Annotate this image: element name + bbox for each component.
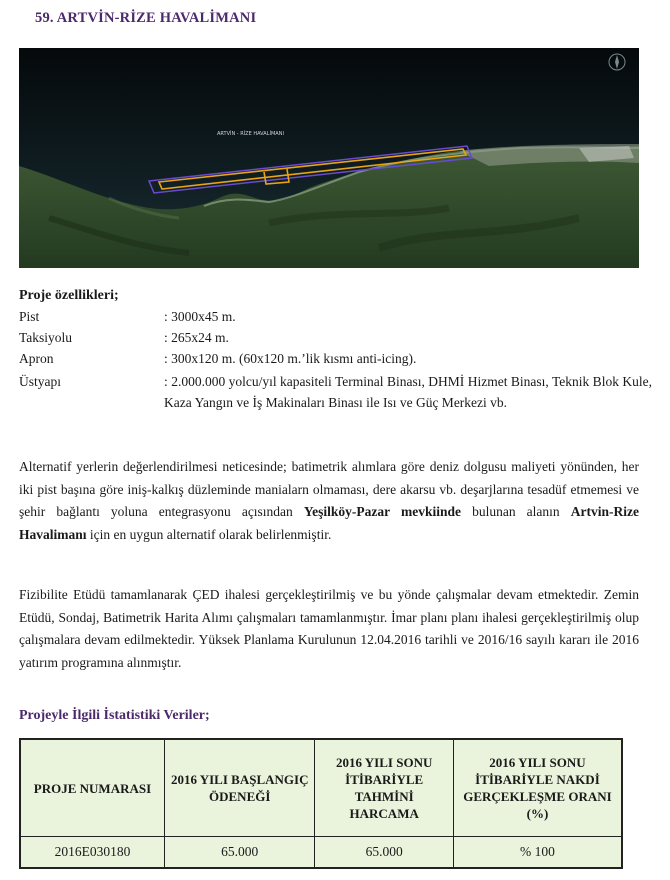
property-label: Üstyapı xyxy=(19,374,61,389)
paragraph-bold-location: Yeşilköy-Pazar mevkiinde xyxy=(303,504,461,519)
paragraph-feasibility: Fizibilite Etüdü tamamlanarak ÇED ihalesi gerçekleştirilmiş ve bu yönde çalışmalar devam etmektedir. Zemin Etüdü, Sondaj, Batimetrik Harita Alımı çalışmaları tamamlanmıştır. İmar planı planı ihalesi gerçekleştirilmiş olup çalışmalara devam edilmektedir. Yüksek Planlama Kurulunun 12.04.2016 tarihli ve 2016/16 sayılı kararı ile 2016 yatırım programına alınmıştır. xyxy=(19,587,639,670)
aerial-photo xyxy=(19,48,639,268)
property-label: Pist xyxy=(19,309,40,324)
property-value: : 3000x45 m. xyxy=(164,309,236,324)
properties-title: Proje özellikleri; xyxy=(19,288,119,303)
header-project-number: PROJE NUMARASI xyxy=(20,739,164,837)
paragraph-text: Alternatif yerlerin değerlendirilmesi neticesinde; batimetrik alımlara göre deniz dolgusu maliyeti yönünden, her iki pist başına göre iniş-kalkış düzleminde manialarn olmaması, dere akarsu vb. deşarjlarına tesadüf etmemesi ve şehir bağlantı yoluna entegrasyonu açısından xyxy=(19,459,639,519)
table-row xyxy=(20,837,622,869)
cell-project-number: 2016E030180 xyxy=(20,837,164,869)
cell-initial-allowance: 65.000 xyxy=(164,837,315,869)
property-row-ustyapi xyxy=(19,371,659,437)
paragraph-text: için en uygun alternatif olarak belirlenmiştir. xyxy=(86,526,332,542)
property-label: Taksiyolu xyxy=(19,330,73,345)
paragraph-text: bulunan alanın xyxy=(461,504,571,519)
photo-caption: ARTVİN - RİZE HAVALİMANI xyxy=(217,131,284,137)
header-realization-rate: 2016 YILI SONU İTİBARİYLE NAKDİ GERÇEKLEŞME ORANI (%) xyxy=(453,739,622,837)
stats-table xyxy=(19,738,623,869)
property-value: : 2.000.000 yolcu/yıl kapasiteli Terminal Binası, DHMİ Hizmet Binası, Teknik Blok Kule, Kaza Yangın ve İş Makinaları Binası ile Isı ve Güç Merkezi vb. xyxy=(164,374,652,410)
stats-title: Projeyle İlgili İstatistiki Veriler; xyxy=(19,708,210,723)
section-heading: 59. ARTVİN-RİZE HAVALİMANI xyxy=(35,10,257,26)
cell-estimated-expense: 65.000 xyxy=(315,837,453,869)
property-value: : 265x24 m. xyxy=(164,330,229,345)
paragraph-bold-airport: Artvin-Rize Havalimanı xyxy=(19,504,639,542)
paragraph-alternatives xyxy=(19,456,639,546)
aerial-photo-image xyxy=(19,48,639,268)
property-label: Apron xyxy=(19,351,54,366)
stats-header-row xyxy=(20,739,622,837)
header-initial-allowance: 2016 YILI BAŞLANGIÇ ÖDENEĞİ xyxy=(164,739,315,837)
property-value: : 300x120 m. (60x120 m.’lik kısmı anti-icing). xyxy=(164,351,417,366)
header-estimated-expense: 2016 YILI SONU İTİBARİYLE TAHMİNİ HARCAMA xyxy=(315,739,453,837)
cell-realization-rate: % 100 xyxy=(453,837,622,869)
